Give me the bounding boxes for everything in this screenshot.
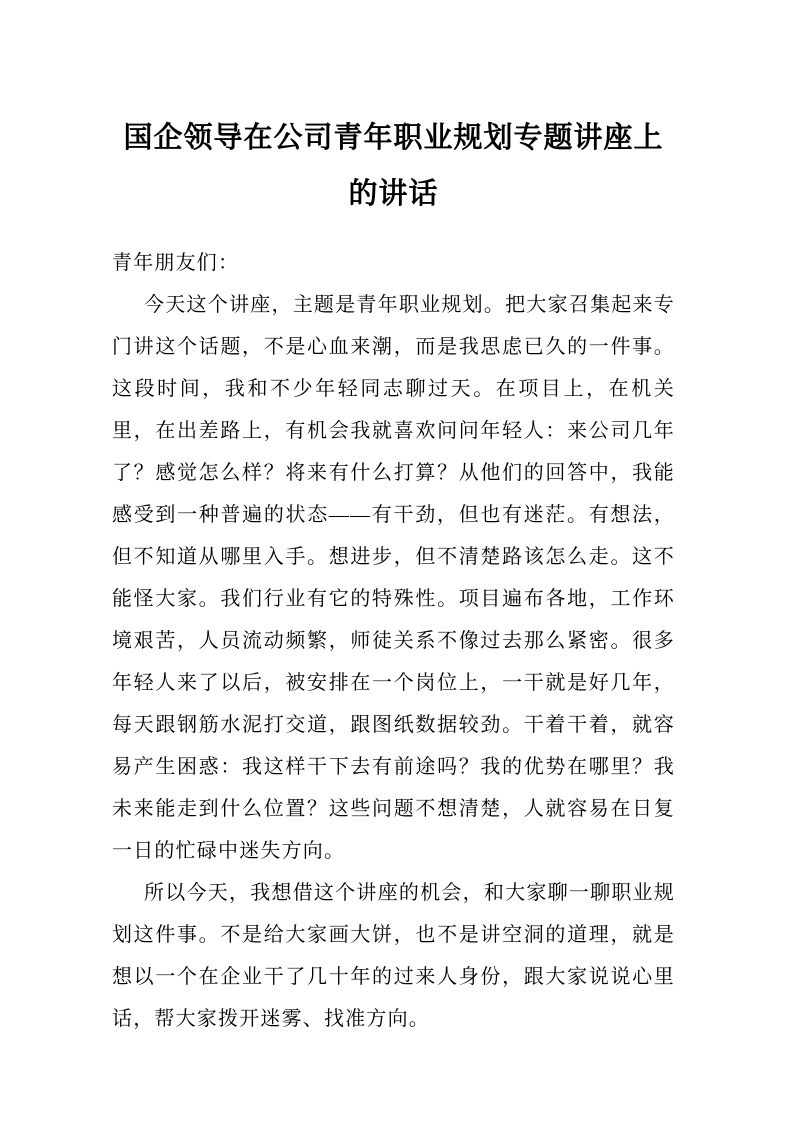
document-body (112, 242, 675, 1040)
document-title: 国企领导在公司青年职业规划专题讲座上的讲话 (123, 122, 664, 210)
body-paragraph-1: 今天这个讲座，主题是青年职业规划。把大家召集起来专门讲这个话题，不是心血来潮，而是我思虑已久的一件事。这段时间，我和不少年轻同志聊过天。在项目上，在机关里，在出差路上，有机会我就喜欢问问年轻人：来公司几年了？感觉怎么样？将来有什么打算？从他们的回答中，我能感受到一种普遍的状态——有干劲，但也有迷茫。有想法，但不知道从哪里入手。想进步，但不清楚路该怎么走。这不能怪大家。我们行业有它的特殊性。项目遍布各地，工作环境艰苦，人员流动频繁，师徒关系不像过去那么紧密。很多年轻人来了以后，被安排在一个岗位上，一干就是好几年，每天跟钢筋水泥打交道，跟图纸数据较劲。干着干着，就容易产生困惑：我这样干下去有前途吗？我的优势在哪里？我未来能走到什么位置？这些问题不想清楚，人就容易在日复一日的忙碌中迷失方向。 (112, 294, 675, 862)
salutation-line: 青年朋友们： (112, 252, 240, 274)
body-paragraph-2: 所以今天，我想借这个讲座的机会，和大家聊一聊职业规划这件事。不是给大家画大饼，也不是讲空洞的道理，就是想以一个在企业干了几十年的过来人身份，跟大家说说心里话，帮大家拨开迷雾、找准方向。 (112, 882, 675, 1030)
